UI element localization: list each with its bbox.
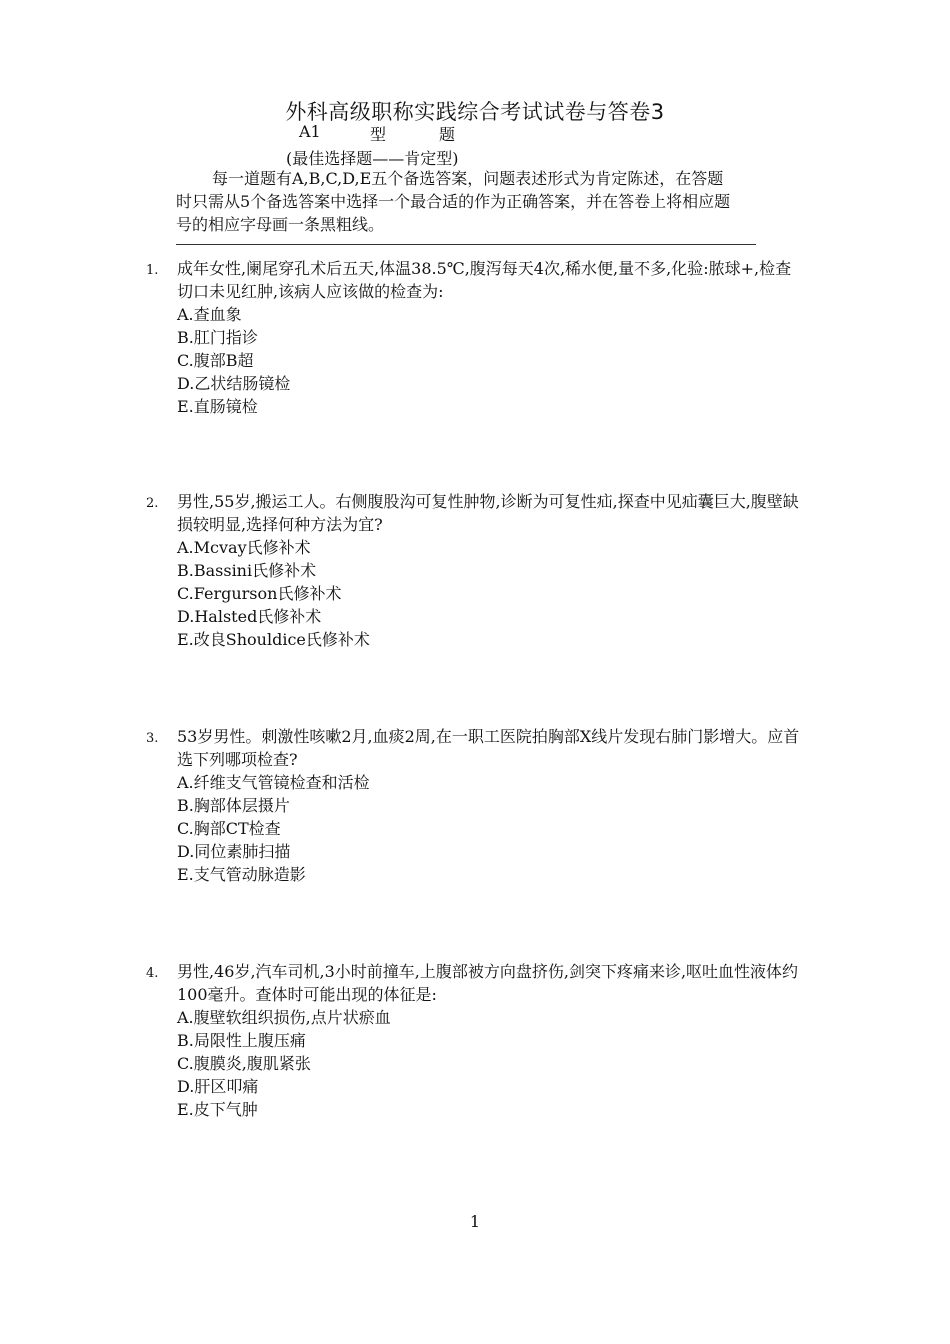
question-stem: 53岁男性。刺激性咳嗽2月,血痰2周,在一职工医院拍胸部X线片发现右肺门影增大。应首选下列哪项检查?: [177, 727, 800, 769]
question-2: [146, 490, 806, 651]
option-c: C.Fergurson氏修补术: [177, 584, 342, 603]
question-type-subtitle: (最佳选择题——肯定型): [286, 149, 459, 168]
option-a: A.查血象: [177, 305, 242, 324]
question-4: [146, 960, 806, 1121]
option-d: D.同位素肺扫描: [177, 842, 291, 861]
option-e: E.支气管动脉造影: [177, 865, 306, 884]
question-type-code: A1: [299, 122, 321, 141]
page-number: 1: [469, 1212, 481, 1231]
option-b: B.Bassini氏修补术: [177, 561, 317, 580]
question-stem: 成年女性,阑尾穿孔术后五天,体温38.5℃,腹泻每天4次,稀水便,量不多,化验:脓球+,检查切口未见红肿,该病人应该做的检查为:: [177, 259, 792, 301]
option-a: A.Mcvay氏修补术: [177, 538, 311, 557]
option-a: A.纤维支气管镜检查和活检: [177, 773, 370, 792]
option-e: E.直肠镜检: [177, 397, 258, 416]
instructions: 每一道题有A,B,C,D,E五个备选答案，问题表述形式为肯定陈述，在答题时只需从5个备选答案中选择一个最合适的作为正确答案，并在答卷上将相应题号的相应字母画一条黑粗线。: [176, 169, 731, 234]
option-d: D.肝区叩痛: [177, 1077, 259, 1096]
option-e: E.皮下气肿: [177, 1100, 258, 1119]
option-b: B.胸部体层摄片: [177, 796, 290, 815]
option-b: B.局限性上腹压痛: [177, 1031, 306, 1050]
question-stem: 男性,55岁,搬运工人。右侧腹股沟可复性肿物,诊断为可复性疝,探查中见疝囊巨大,腹壁缺损较明显,选择何种方法为宜?: [177, 492, 799, 534]
option-c: C.胸部CT检查: [177, 819, 281, 838]
option-c: C.腹部B超: [177, 351, 254, 370]
question-number: 1.: [146, 263, 159, 278]
question-number: 2.: [146, 496, 159, 511]
question-number: 4.: [146, 966, 159, 981]
question-number: 3.: [146, 731, 159, 746]
question-1: [146, 257, 806, 418]
question-3: [146, 725, 806, 886]
document-title: 外科高级职称实践综合考试试卷与答卷3: [285, 100, 665, 124]
question-type-word-1: 型: [370, 125, 387, 144]
divider-line: [176, 244, 756, 245]
question-type-word-2: 题: [439, 125, 456, 144]
option-e: E.改良Shouldice氏修补术: [177, 630, 370, 649]
option-d: D.乙状结肠镜检: [177, 374, 291, 393]
option-d: D.Halsted氏修补术: [177, 607, 322, 626]
question-stem: 男性,46岁,汽车司机,3小时前撞车,上腹部被方向盘挤伤,剑突下疼痛来诊,呕吐血性液体约100毫升。查体时可能出现的体征是:: [177, 962, 799, 1004]
option-a: A.腹壁软组织损伤,点片状瘀血: [177, 1008, 391, 1027]
option-c: C.腹膜炎,腹肌紧张: [177, 1054, 311, 1073]
option-b: B.肛门指诊: [177, 328, 258, 347]
